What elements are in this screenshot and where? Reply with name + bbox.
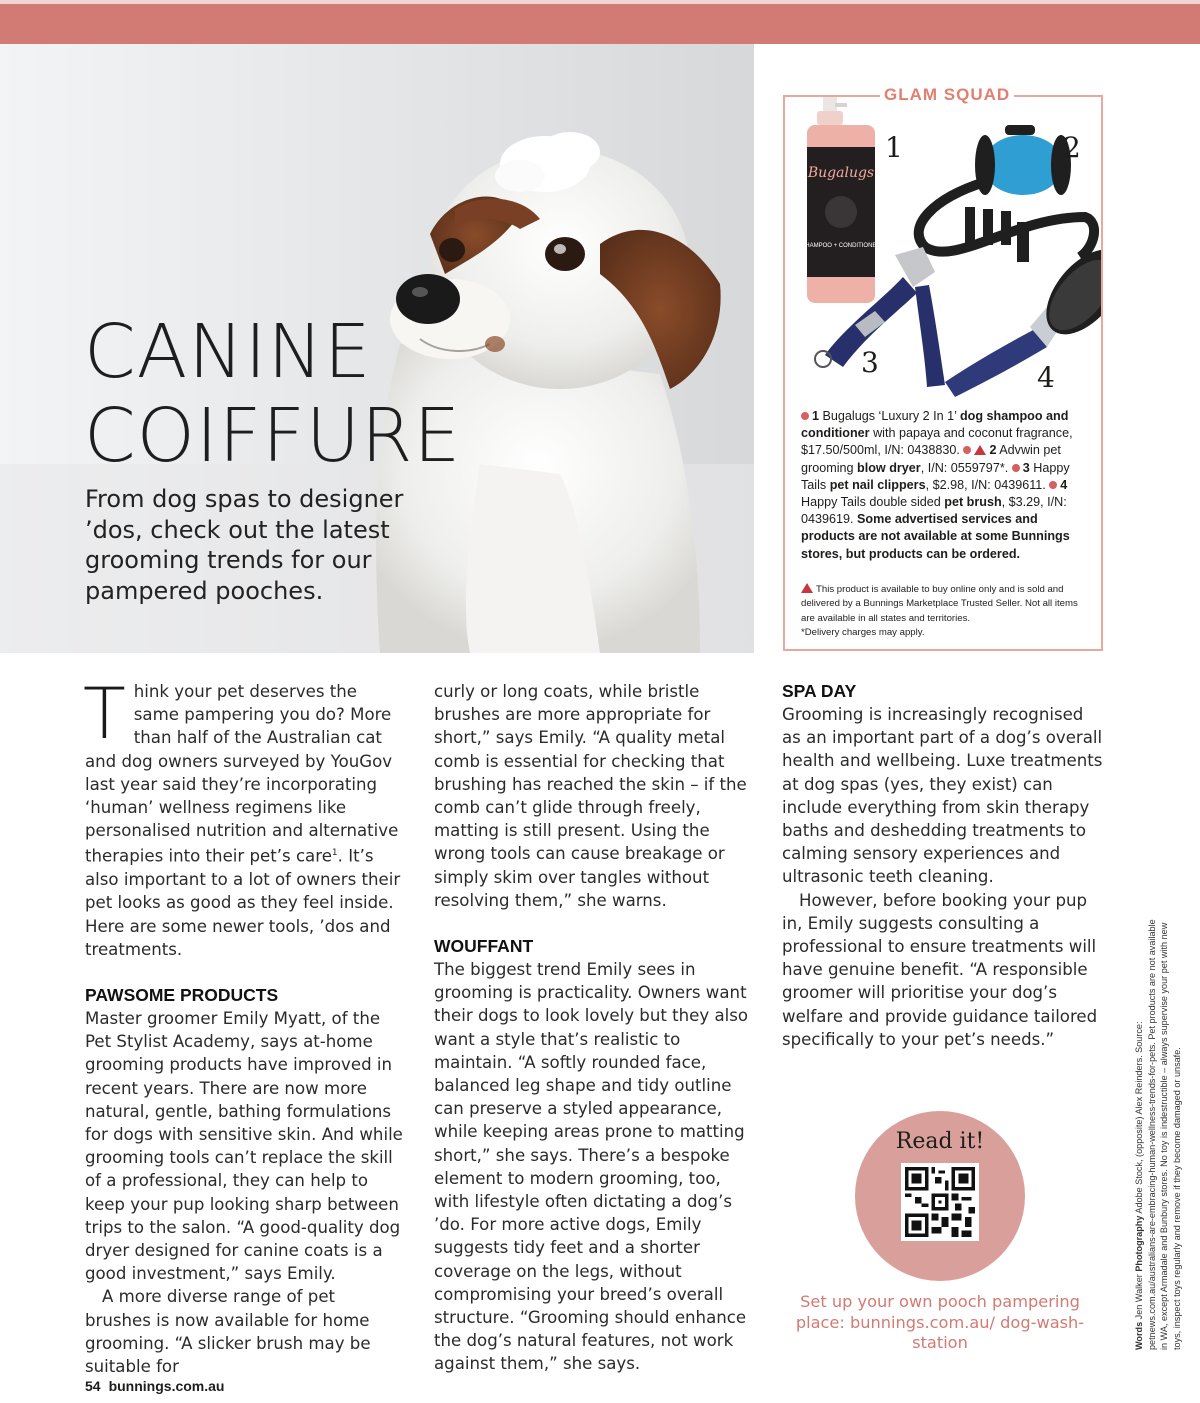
pawsome-paragraph-2-continued: curly or long coats, while bristle brushes are more appropriate for short,” says Emily. “A quality metal comb is essential for checking that brushing has reached the skin – if the comb can’t glide through freely, matting is still present. Using the wrong tools can cause breakage or simply skim over tangles without resolving them,” she warns. [434,682,747,910]
column-3 [782,680,1104,1051]
headline-line-1: CANINE [84,309,372,395]
product-illustrations [785,97,1101,407]
marketplace-triangle-icon [974,445,986,455]
svg-text:Bugalugs: Bugalugs [807,165,875,181]
store-dot-icon [1012,464,1020,472]
glam-squad-title: GLAM SQUAD [880,85,1014,105]
section-heading-wouffant: WOUFFANT [434,936,534,957]
headline [84,310,461,478]
store-dot-icon [963,446,971,454]
svg-text:SHAMPOO + CONDITIONER: SHAMPOO + CONDITIONER [801,243,881,249]
shampoo-bottle-icon [801,97,881,303]
top-color-band [0,0,1200,44]
wouffant-paragraph: The biggest trend Emily sees in grooming is practicality. Owners want their dogs to look lovely but they also want a style that’s realistic to maintain. “A softly rounded face, balanced leg shape and tidy outline can preserve a styled appearance, while keeping areas prone to matting short,” she says. There’s a bespoke element to modern grooming, too, with lifestyle often dictating a dog’s ’do. For more active dogs, Emily suggests tidy feet and a shorter coverage on the legs, without compromising your breed’s overall structure. “Grooming should enhance the dog’s natural features, not work against them,” she says. [434,960,749,1374]
store-dot-icon [1049,481,1057,489]
standfirst: From dog spas to designer ’dos, check out the latest grooming trends for our pampered pooches. [85,485,404,605]
top-band-highlight [0,0,1200,4]
headline-line-2: COIFFURE [84,393,462,479]
column-1 [83,673,405,1378]
drop-cap: T [83,673,126,755]
number-4: 4 [1037,361,1055,394]
read-it-label: Read it! [895,1129,985,1154]
number-2: 2 [1063,131,1081,164]
page-number: 54 [85,1378,101,1394]
page-folio [85,1378,224,1394]
section-heading-pawsome: PAWSOME PRODUCTS [85,984,279,1005]
column-2 [434,680,759,1376]
marketplace-triangle-icon [801,583,813,593]
section-heading-spa-day: SPA DAY [782,681,857,701]
store-dot-icon [801,412,809,420]
availability-note: Some advertised services and products are not available at some Bunnings stores, but products can be ordered. [801,512,1070,561]
number-3: 3 [861,346,879,379]
footnote-marker: 1 [331,848,338,859]
spa-paragraph-2: However, before booking your pup in, Emily suggests consulting a professional to ensure treatments will have genuine benefit. “A responsible groomer will prioritise your dog’s welfare and provide guidance tailored specifically to your pet’s needs.” [782,890,1098,1049]
folio-site: bunnings.com.au [108,1378,225,1394]
dog-wash-station-link[interactable]: Set up your own pooch pampering place: bunnings.com.au/ dog-wash-station [795,1292,1085,1352]
credits: Words Jen Walker Photography Adobe Stock, (opposite) Alex Reinders. Source: petnews.com.au/australians-are-embracing-human-wellness-trends-for-pets. Pet products are not available in WA, except Armadale and Bunbury stores. No toy is indestructible – always supervise your pet with new toys, inspect toys regularly and remove if they become damaged or unsafe. [1134,919,1182,1350]
delivery-note: *Delivery charges may apply. [801,626,925,638]
marketplace-note: This product is available to buy online only and is sold and delivered by a Bunnings Marketplace Trusted Seller. Not all items are available in all states and territories. *Delivery charges may apply. [801,584,1078,638]
number-1: 1 [885,131,903,164]
intro-paragraph: Think your pet deserves the same pampering you do? More than half of the Australian cat and dog owners surveyed by YouGov last year said they’re incorporating ‘human’ wellness regimens like personalised nutrition and alternative therapies into their pet’s care$^1$. It’s also important to a lot of owners their pet looks as good as they feel inside. Here are some newer tools, ’dos and treatments. [83,673,401,959]
spa-paragraph-1: Grooming is increasingly recognised as an important part of a dog’s overall health and wellbeing. Luxe treatments at dog spas (yes, they exist) can include everything from skin therapy baths and deshedding treatments to calming sensory experiences and ultrasonic teeth cleaning. [782,705,1103,887]
glam-squad-description: 1 Bugalugs ‘Luxury 2 In 1’ dog shampoo and conditioner with papaya and coconut fragrance, $17.50/500ml, I/N: 0438830. 2 Advwin pet grooming blow dryer, I/N: 0559797*. 3 Happy Tails pet nail clippers, $2.98, I/N: 0439611. 4 Happy Tails double sided pet brush, $3.29, I/N: 0439619. Some advertised services and products are not available at some Bunnings stores, but products can be ordered. [801,409,1073,561]
qr-code-icon[interactable] [901,1163,979,1241]
read-it-circle [855,1111,1025,1281]
pawsome-paragraph-2: A more diverse range of pet brushes is now available for home grooming. “A slicker brush may be suitable for [85,1287,371,1377]
glam-squad-box [783,85,1103,651]
pawsome-paragraph-1: Master groomer Emily Myatt, of the Pet Stylist Academy, says at-home grooming products have improved in recent years. There are now more natural, gentle, bathing formulations for dogs with sensitive skin. And while grooming tools can’t replace the skill of a professional, they can help to keep your pup looking sharp between trips to the salon. “A good-quality dog dryer designed for canine coats is a good investment,” says Emily. [85,1008,403,1284]
